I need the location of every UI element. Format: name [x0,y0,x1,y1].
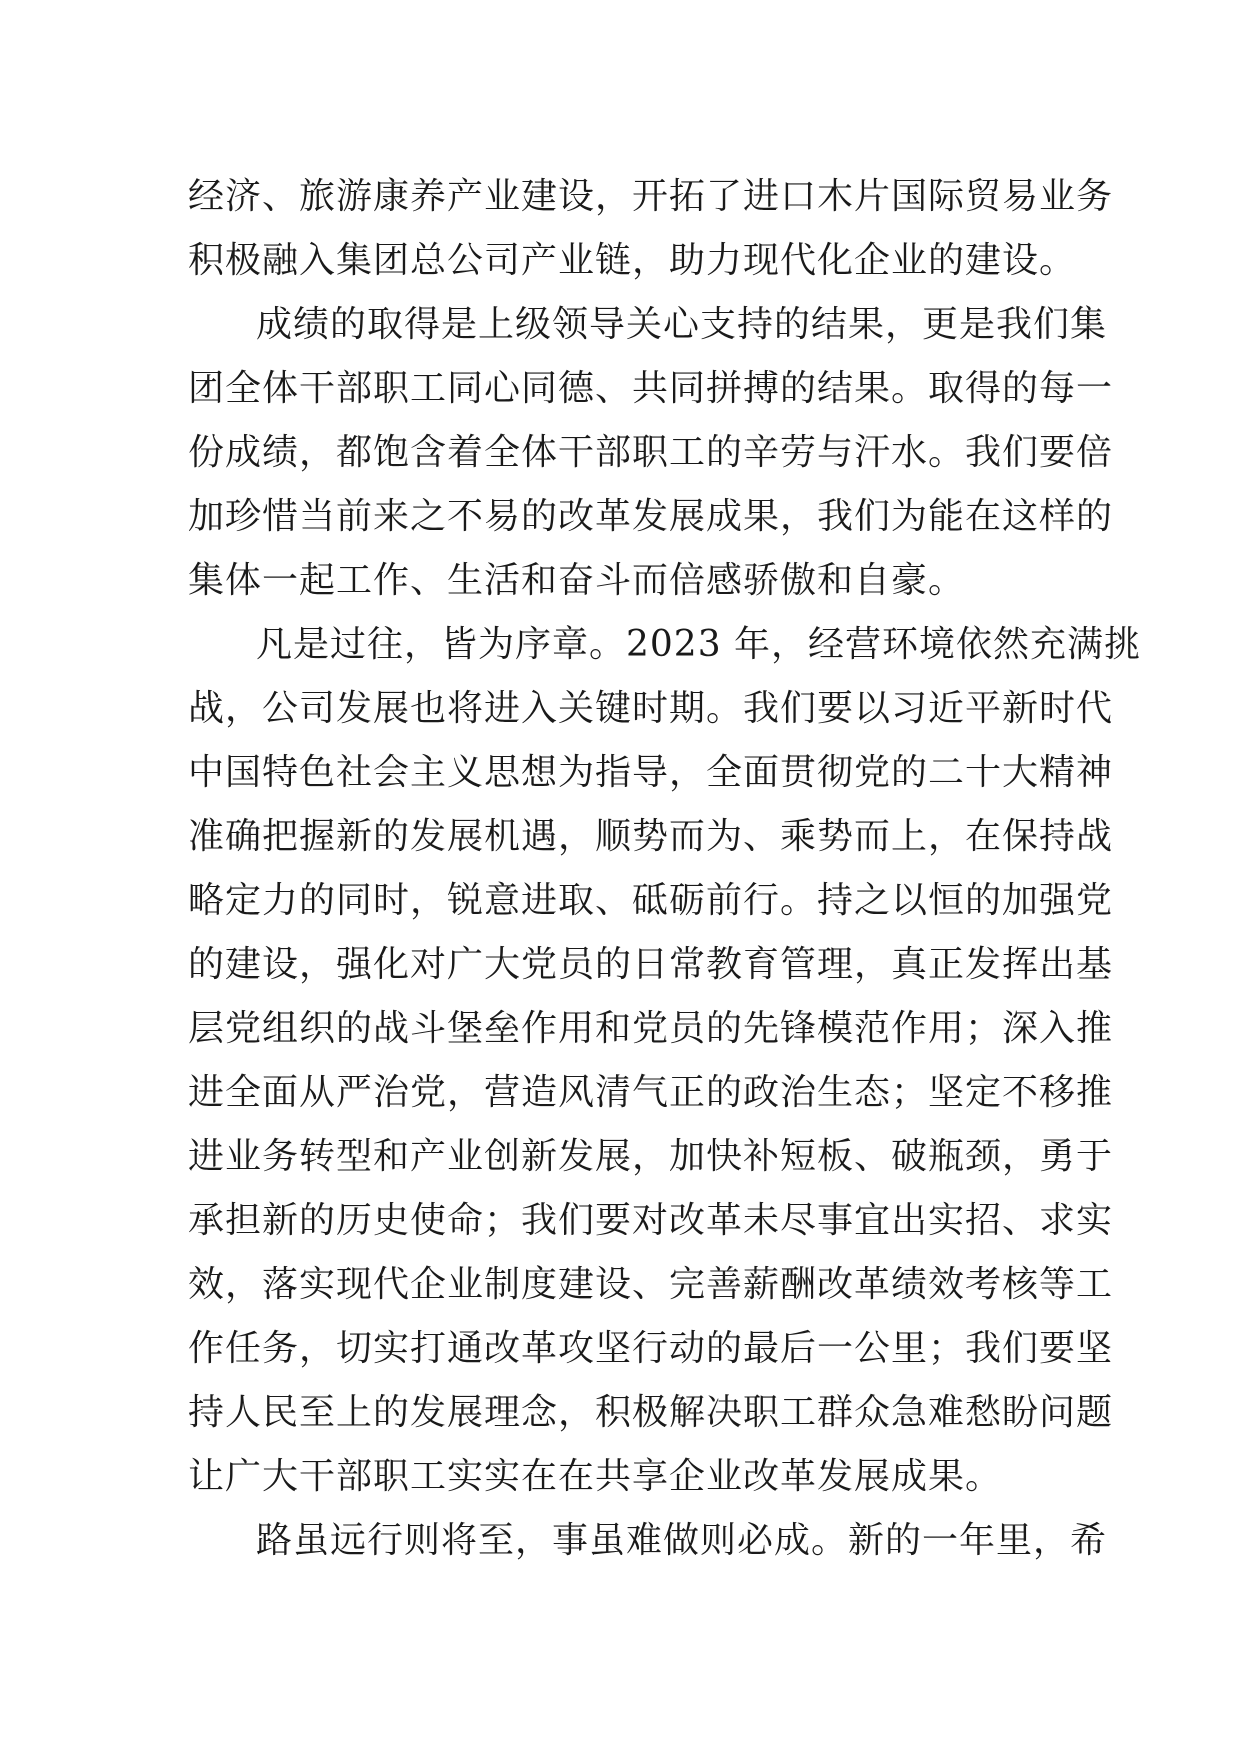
text-line: 准确把握新的发展机遇，顺势而为、乘势而上，在保持战 [188,816,1114,857]
text-line: 进全面从严治党，营造风清气正的政治生态；坚定不移推 [188,1072,1114,1113]
paragraph [188,1509,1108,1573]
text-line: 让广大干部职工实实在在共享企业改革发展成果。 [188,1456,1003,1497]
text-line: 持人民至上的发展理念，积极解决职工群众急难愁盼问题 [188,1392,1114,1433]
text-line: 效，落实现代企业制度建设、完善薪酬改革绩效考核等工 [188,1264,1114,1305]
document-body [188,165,1142,1573]
text-line: 经济、旅游康养产业建设，开拓了进口木片国际贸易业务 [188,176,1114,217]
text-line: 中国特色社会主义思想为指导，全面贯彻党的二十大精神 [188,752,1114,793]
text-line: 承担新的历史使命；我们要对改革未尽事宜出实招、求实 [188,1200,1114,1241]
paragraph [188,293,1114,613]
paragraph [188,165,1114,293]
text-line: 进业务转型和产业创新发展，加快补短板、破瓶颈，勇于 [188,1136,1114,1177]
text-line: 略定力的同时，锐意进取、砥砺前行。持之以恒的加强党 [188,880,1114,921]
text-line: 凡是过往，皆为序章。2023 年，经营环境依然充满挑 [256,624,1142,665]
text-line: 路虽远行则将至，事虽难做则必成。新的一年里，希 [256,1520,1108,1561]
paragraph [188,613,1142,1509]
text-line: 作任务，切实打通改革攻坚行动的最后一公里；我们要坚 [188,1328,1114,1369]
text-line: 加珍惜当前来之不易的改革发展成果，我们为能在这样的 [188,496,1114,537]
text-line: 团全体干部职工同心同德、共同拼搏的结果。取得的每一 [188,368,1114,409]
text-line: 份成绩，都饱含着全体干部职工的辛劳与汗水。我们要倍 [188,432,1114,473]
text-line: 的建设，强化对广大党员的日常教育管理，真正发挥出基 [188,944,1114,985]
text-line: 成绩的取得是上级领导关心支持的结果，更是我们集 [256,304,1108,345]
text-line: 层党组织的战斗堡垒作用和党员的先锋模范作用；深入推 [188,1008,1114,1049]
text-line: 积极融入集团总公司产业链，助力现代化企业的建设。 [188,240,1077,281]
text-line: 战，公司发展也将进入关键时期。我们要以习近平新时代 [188,688,1114,729]
text-line: 集体一起工作、生活和奋斗而倍感骄傲和自豪。 [188,560,966,601]
